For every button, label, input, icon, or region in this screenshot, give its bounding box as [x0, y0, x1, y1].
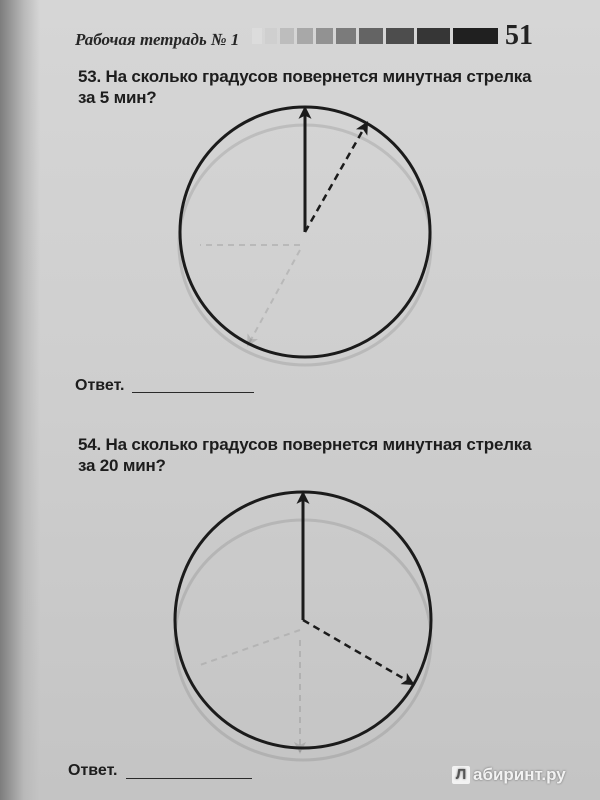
labirint-logo-icon: Л: [452, 766, 470, 784]
task-53-line-1: 53. На сколько градусов повернется минутная стрелка: [78, 67, 532, 86]
clock-53: [180, 107, 430, 357]
task-53-line-2: за 5 мин?: [78, 88, 157, 107]
clock-54-minute-hand-end-arrow: [303, 620, 413, 684]
clock-54: [175, 492, 431, 748]
task-54-line-1: 54. На сколько градусов повернется минутная стрелка: [78, 435, 532, 454]
labirint-watermark-text: абиринт.ру: [473, 765, 566, 784]
task-54-line-2: за 20 мин?: [78, 456, 166, 475]
workbook-title: Рабочая тетрадь № 1: [75, 30, 240, 49]
task-53-answer-field[interactable]: [132, 392, 254, 393]
labirint-watermark: [452, 765, 566, 785]
clock-53-minute-hand-end-arrow: [305, 123, 367, 232]
page-number: 51: [505, 20, 533, 51]
task-54-answer-label: Ответ.: [68, 762, 118, 779]
task-54-answer-field[interactable]: [126, 778, 252, 779]
task-53-answer-label: Ответ.: [75, 377, 125, 394]
